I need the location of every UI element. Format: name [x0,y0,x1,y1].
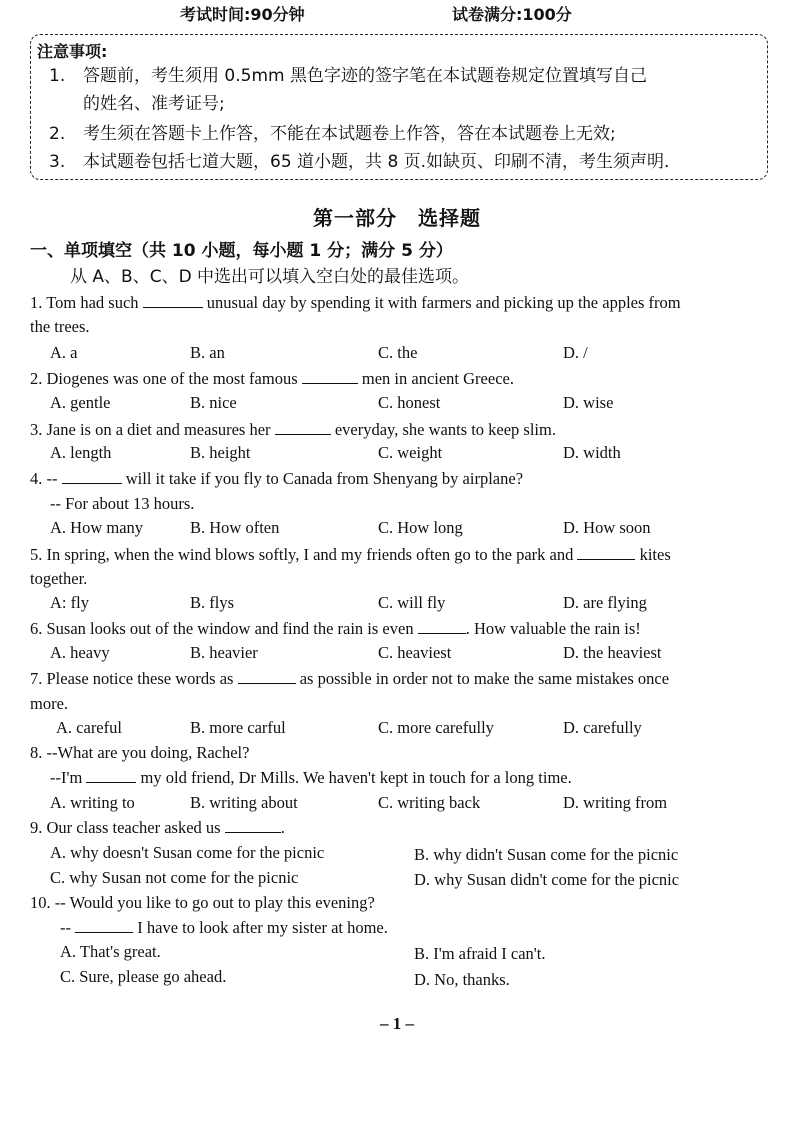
question-4: 4. -- will it take if you fly to Canada from Shenyang by airplane? [30,469,524,488]
question-8: 8. --What are you doing, Rachel? [30,743,250,762]
option-a: A. How many [50,518,144,537]
option-c: C. heaviest [378,643,452,662]
notice-item-text: 的姓名、准考证号; [83,94,225,114]
answer-blank [75,918,133,933]
option-b: B. I'm afraid I can't. [414,944,546,963]
notice-item-number: 2. [49,124,66,144]
option-b: B. writing about [190,793,298,812]
option-d: D. are flying [563,593,647,612]
question-1-continuation: the trees. [30,317,90,336]
question-2: 2. Diogenes was one of the most famous men in ancient Greece. [30,369,514,388]
exam-score: 试卷满分:100分 [452,5,572,24]
notice-title: 注意事项: [37,42,108,61]
question-5-continuation: together. [30,569,88,588]
option-d: D. wise [563,393,614,412]
question-8-reply: --I'm my old friend, Dr Mills. We haven't kept in touch for a long time. [50,768,572,787]
notice-item-text: 考生须在答题卡上作答，不能在本试题卷上作答，答在本试题卷上无效; [83,124,616,144]
question-6: 6. Susan looks out of the window and find the rain is even . How valuable the rain is! [30,619,641,638]
option-b: B. more carful [190,718,286,737]
question-10: 10. -- Would you like to go out to play this evening? [30,893,375,912]
option-c: C. honest [378,393,441,412]
answer-blank [238,669,296,684]
option-a: A. writing to [50,793,135,812]
option-d: D. width [563,443,621,462]
option-a: A. a [50,343,78,362]
notice-box [30,34,768,180]
option-d: D. No, thanks. [414,970,510,989]
option-a: A. careful [56,718,122,737]
option-a: A. heavy [50,643,110,662]
option-d: D. writing from [563,793,668,812]
option-c: C. Sure, please go ahead. [60,967,227,986]
question-4-reply: -- For about 13 hours. [50,494,195,513]
answer-blank [418,619,466,634]
section-instruction: 从 A、B、C、D 中选出可以填入空白处的最佳选项。 [70,267,470,287]
exam-time: 考试时间:90分钟 [180,5,305,24]
option-a: A. why doesn't Susan come for the picnic [50,843,325,862]
option-c: C. more carefully [378,718,494,737]
option-b: B. How often [190,518,280,537]
option-b: B. an [190,343,225,362]
answer-blank [225,818,281,833]
part-title: 第一部分 选择题 [313,206,481,230]
option-c: C. weight [378,443,443,462]
option-b: B. height [190,443,251,462]
notice-item-number: 3. [49,152,66,172]
notice-item-number: 1. [49,66,66,86]
option-d: D. / [563,343,588,362]
question-3: 3. Jane is on a diet and measures her everyday, she wants to keep slim. [30,420,556,439]
option-b: B. nice [190,393,237,412]
option-b: B. flys [190,593,235,612]
question-9: 9. Our class teacher asked us . [30,818,285,837]
option-b: B. heavier [190,643,258,662]
question-5: 5. In spring, when the wind blows softly, I and my friends often go to the park and kites [30,545,671,564]
option-d: D. How soon [563,518,651,537]
option-a: A. length [50,443,112,462]
option-d: D. carefully [563,718,642,737]
answer-blank [143,293,203,308]
answer-blank [302,369,358,384]
answer-blank [86,768,136,783]
option-a: A. gentle [50,393,111,412]
option-c: C. will fly [378,593,446,612]
option-c: C. writing back [378,793,481,812]
answer-blank [62,469,122,484]
question-1: 1. Tom had such unusual day by spending it with farmers and picking up the apples from [30,293,681,312]
answer-blank [577,545,635,560]
option-c: C. why Susan not come for the picnic [50,868,299,887]
notice-item-text: 答题前，考生须用 0.5mm 黑色字迹的签字笔在本试题卷规定位置填写自己 [83,66,647,86]
notice-item-text: 本试题卷包括七道大题，65 道小题，共 8 页.如缺页、印刷不清，考生须声明. [83,152,670,172]
answer-blank [275,420,331,435]
section-title: 一、单项填空（共 10 小题，每小题 1 分；满分 5 分） [30,241,453,261]
question-7: 7. Please notice these words as as possible in order not to make the same mistakes once [30,669,670,688]
option-a: A: fly [50,593,89,612]
page-number: – 1 – [380,1014,414,1033]
notice-item-continuation [83,91,225,117]
option-b: B. why didn't Susan come for the picnic [414,845,679,864]
question-10-reply: -- I have to look after my sister at home. [60,918,388,937]
option-c: C. the [378,343,418,362]
question-7-continuation: more. [30,694,69,713]
option-d: D. why Susan didn't come for the picnic [414,870,680,889]
option-c: C. How long [378,518,463,537]
option-d: D. the heaviest [563,643,662,662]
option-a: A. That's great. [60,942,161,961]
